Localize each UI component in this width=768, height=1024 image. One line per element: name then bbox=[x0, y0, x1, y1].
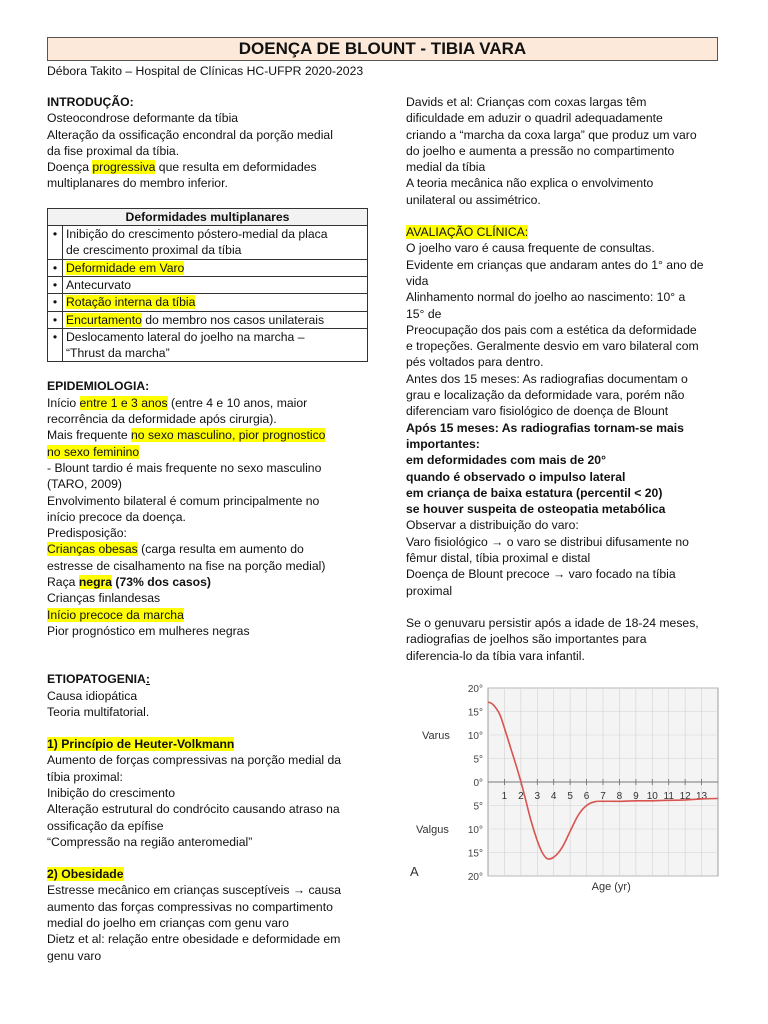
etio-line: Dietz et al: relação entre obesidade e deformidade em bbox=[47, 932, 341, 947]
valgus-label: Valgus bbox=[416, 824, 449, 836]
x-tick-label: 13 bbox=[696, 791, 708, 802]
right-line: fêmur distal, tíbia proximal e distal bbox=[406, 551, 591, 566]
right-line: diferencia-lo da tíbia vara infantil. bbox=[406, 648, 585, 663]
table-row: • Rotação interna da tíbia bbox=[48, 294, 368, 311]
epid-heading: EPIDEMIOLOGIA: bbox=[47, 379, 150, 394]
y-tick-label: 5° bbox=[473, 801, 483, 813]
table-row: • Deslocamento lateral do joelho na marcha – “Thrust da marcha” bbox=[48, 328, 368, 362]
y-tick-label: 5° bbox=[473, 754, 483, 766]
intro-line: da fise proximal da tíbia. bbox=[47, 143, 180, 158]
epid-line: Início precoce da marcha bbox=[47, 607, 184, 622]
y-ticks bbox=[468, 684, 483, 883]
varus-label: Varus bbox=[422, 730, 450, 742]
right-line: Após 15 meses: As radiografias tornam-se mais bbox=[406, 420, 684, 435]
right-line: Antes dos 15 meses: As radiografias documentam o bbox=[406, 371, 688, 386]
age-angle-chart bbox=[406, 676, 726, 896]
right-line: Observar a distribuição do varo: bbox=[406, 518, 579, 533]
etio-line: tíbia proximal: bbox=[47, 769, 123, 784]
epid-line: Crianças finlandesas bbox=[47, 591, 161, 606]
epid-line: recorrência da deformidade após cirurgia). bbox=[47, 412, 277, 427]
etio-line: “Compressão na região anteromedial” bbox=[47, 834, 253, 849]
etio-line: Alteração estrutural do condrócito causando atraso na bbox=[47, 802, 340, 817]
etio-subheading: 2) Obesidade bbox=[47, 867, 124, 882]
highlight-progressiva: progressiva bbox=[92, 160, 156, 175]
x-tick-label: 4 bbox=[550, 791, 557, 802]
epid-line: no sexo feminino bbox=[47, 444, 140, 459]
table-row: • Inibição do crescimento póstero-medial da placa de crescimento proximal da tíbia bbox=[48, 226, 368, 260]
right-line: Evidente em crianças que andaram antes do 1° ano de bbox=[406, 257, 704, 272]
right-line: Preocupação dos pais com a estética da deformidade bbox=[406, 322, 697, 337]
right-line: se houver suspeita de osteopatia metabólica bbox=[406, 502, 666, 517]
etio-heading: ETIOPATOGENIA: bbox=[47, 672, 150, 687]
y-tick-label: 15° bbox=[467, 707, 483, 719]
right-line: dificuldade em aduzir o quadril adequadamente bbox=[406, 111, 663, 126]
y-tick-label: 0° bbox=[473, 778, 483, 789]
epid-line: Início entre 1 e 3 anos (entre 4 e 10 anos, maior bbox=[47, 395, 308, 410]
y-tick-label: 10° bbox=[467, 825, 483, 836]
right-line: em deformidades com mais de 20° bbox=[406, 453, 606, 468]
epid-line: Predisposição: bbox=[47, 526, 127, 541]
right-line: unilateral ou assimétrico. bbox=[406, 192, 541, 207]
right-line: quando é observado o impulso lateral bbox=[406, 469, 626, 484]
x-tick-label: 8 bbox=[616, 791, 623, 802]
right-line: A teoria mecânica não explica o envolvimento bbox=[406, 176, 654, 191]
right-line: vida bbox=[406, 273, 429, 288]
y-tick-label: 20° bbox=[467, 872, 483, 883]
x-tick-label: 5 bbox=[567, 791, 573, 802]
etio-subheading: 1) Princípio de Heuter-Volkmann bbox=[47, 737, 235, 752]
aval-heading: AVALIAÇÃO CLÍNICA: bbox=[406, 225, 529, 240]
table-row: • Encurtamento do membro nos casos unilaterais bbox=[48, 311, 368, 328]
right-line: O joelho varo é causa frequente de consultas. bbox=[406, 241, 655, 256]
chart-svg bbox=[406, 676, 726, 896]
panel-label: A bbox=[410, 864, 419, 879]
y-tick-label: 20° bbox=[467, 684, 483, 695]
epid-line: Pior prognóstico em mulheres negras bbox=[47, 623, 250, 638]
etio-line: Causa idiopática bbox=[47, 688, 138, 703]
right-line: proximal bbox=[406, 583, 453, 598]
right-line: pés voltados para dentro. bbox=[406, 355, 544, 370]
etio-line: aumento das forças compressivas no compartimento bbox=[47, 899, 333, 914]
epid-line: Envolvimento bilateral é comum principalmente no bbox=[47, 493, 320, 508]
intro-heading: INTRODUÇÃO: bbox=[47, 95, 134, 109]
x-axis-label: Age (yr) bbox=[591, 881, 631, 893]
x-tick-label: 10 bbox=[646, 791, 658, 802]
right-line: Varo fisiológico → o varo se distribui difusamente no bbox=[406, 534, 689, 549]
x-tick-label: 11 bbox=[663, 791, 674, 802]
intro-line: multiplanares do membro inferior. bbox=[47, 176, 228, 191]
y-tick-label: 15° bbox=[467, 848, 483, 860]
right-line: Se o genuvaru persistir após a idade de 18-24 meses, bbox=[406, 615, 699, 630]
x-tick-label: 9 bbox=[633, 791, 639, 802]
epid-line: (TARO, 2009) bbox=[47, 477, 122, 492]
right-line: medial da tíbia bbox=[406, 160, 486, 175]
author-line: Débora Takito – Hospital de Clínicas HC-UFPR 2020-2023 bbox=[47, 64, 364, 78]
etio-line: genu varo bbox=[47, 948, 102, 963]
etio-line: Teoria multifatorial. bbox=[47, 704, 150, 719]
epid-line: Mais frequente no sexo masculino, pior prognostico bbox=[47, 428, 326, 443]
x-tick-label: 1 bbox=[501, 791, 508, 802]
etio-line: Aumento de forças compressivas na porção medial da bbox=[47, 753, 342, 768]
epid-line: Raça negra (73% dos casos) bbox=[47, 575, 211, 590]
right-line: radiografias de joelhos são importantes para bbox=[406, 632, 647, 647]
right-line: criando a “marcha da coxa larga” que produz um varo bbox=[406, 127, 697, 142]
right-column bbox=[406, 94, 721, 664]
right-line: importantes: bbox=[406, 436, 480, 451]
epid-line: Crianças obesas (carga resulta em aumento do bbox=[47, 542, 304, 557]
right-line: grau e localização da deformidade vara, porém não bbox=[406, 388, 685, 403]
right-line: e tropeções. Geralmente desvio em varo bilateral com bbox=[406, 339, 699, 354]
deformities-table bbox=[47, 208, 368, 363]
right-line: 15° de bbox=[406, 306, 442, 321]
right-line: diferenciam varo fisiológico de doença de Blount bbox=[406, 404, 669, 419]
y-tick-label: 10° bbox=[467, 731, 483, 742]
right-line: Davids et al: Crianças com coxas largas têm bbox=[406, 95, 647, 109]
right-line: Alinhamento normal do joelho ao nascimento: 10° a bbox=[406, 290, 686, 305]
right-line: Doença de Blount precoce → varo focado na tíbia bbox=[406, 567, 676, 582]
x-tick-label: 3 bbox=[534, 791, 541, 802]
etio-line: medial do joelho em crianças com genu varo bbox=[47, 916, 289, 931]
epid-line: estresse de cisalhamento na fise na porção medial) bbox=[47, 558, 326, 573]
right-line: do joelho e aumenta a pressão no compartimento bbox=[406, 143, 675, 158]
intro-line: Doença progressiva que resulta em deformidades bbox=[47, 160, 317, 175]
table-header: Deformidades multiplanares bbox=[48, 208, 368, 225]
etio-line: Estresse mecânico em crianças susceptíveis → causa bbox=[47, 883, 341, 898]
x-tick-label: 2 bbox=[518, 791, 524, 802]
page-title: DOENÇA DE BLOUNT - TIBIA VARA bbox=[47, 37, 718, 61]
intro-line: Alteração da ossificação encondral da porção medial bbox=[47, 127, 333, 142]
epid-line: - Blount tardio é mais frequente no sexo masculino bbox=[47, 460, 322, 475]
left-column bbox=[47, 94, 367, 964]
x-tick-label: 12 bbox=[679, 791, 691, 802]
right-line: em criança de baixa estatura (percentil < 20) bbox=[406, 485, 663, 500]
table-row: • Deformidade em Varo bbox=[48, 259, 368, 276]
etio-line: ossificação da epífise bbox=[47, 818, 164, 833]
table-row: • Antecurvato bbox=[48, 276, 368, 293]
etio-line: Inibição do crescimento bbox=[47, 785, 176, 800]
x-tick-label: 7 bbox=[600, 791, 606, 802]
intro-line: Osteocondrose deformante da tíbia bbox=[47, 111, 239, 126]
epid-line: início precoce da doença. bbox=[47, 509, 186, 524]
x-tick-label: 6 bbox=[583, 791, 590, 802]
